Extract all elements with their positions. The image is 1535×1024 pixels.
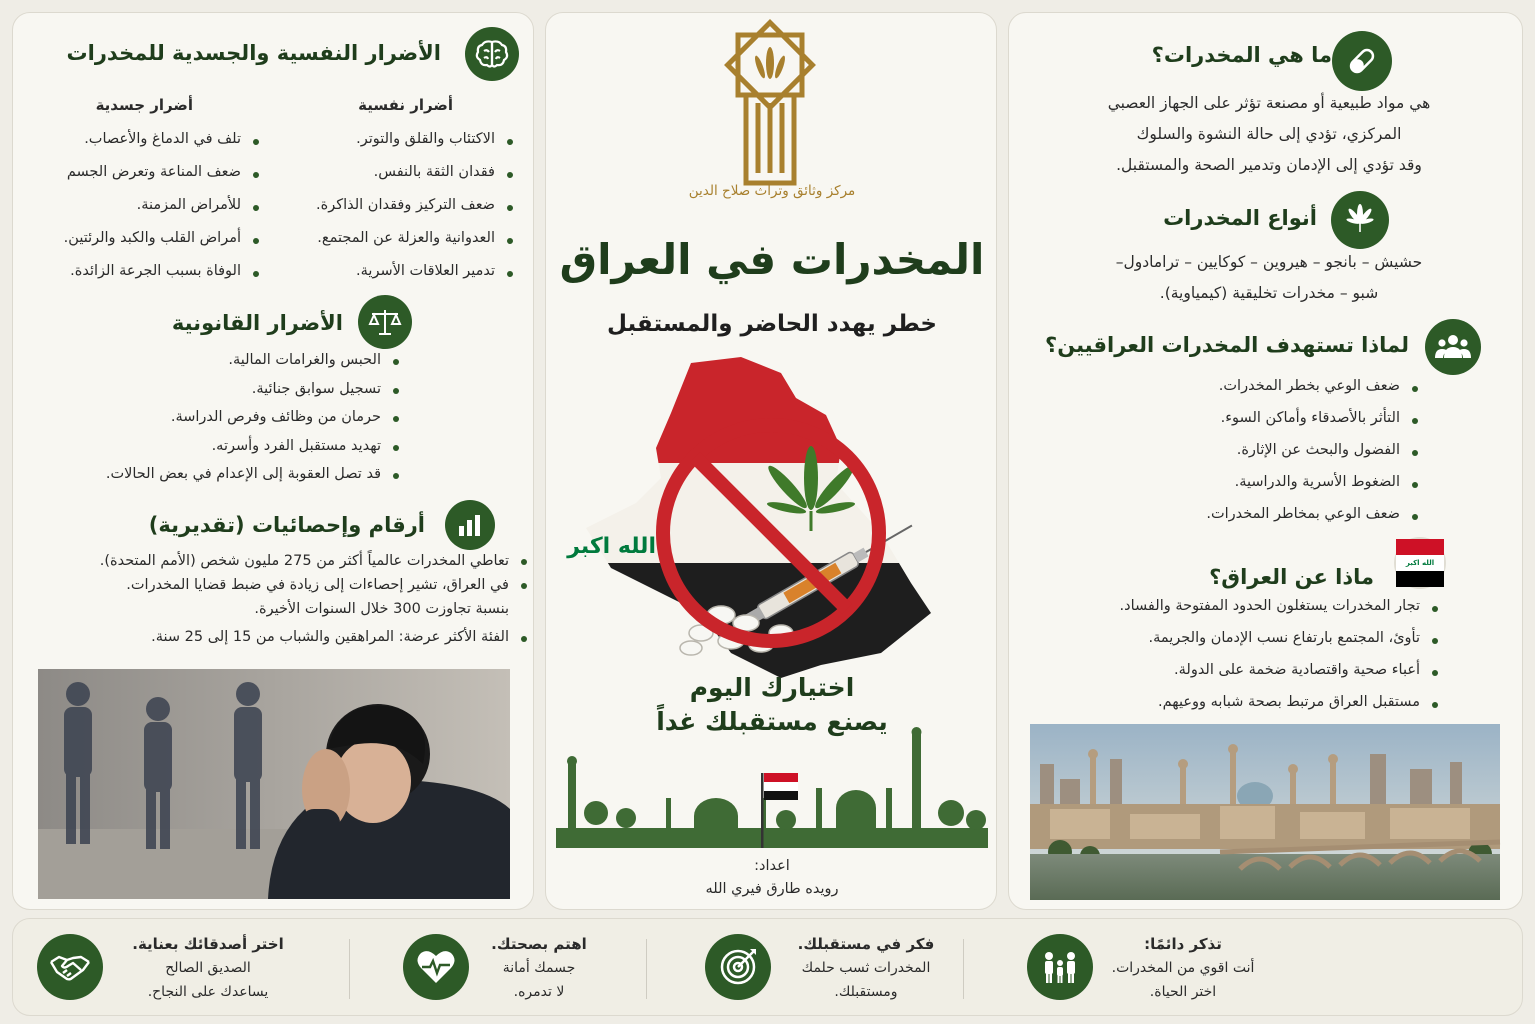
what-are-drugs-title: ما هي المخدرات؟ xyxy=(1151,43,1332,67)
pill-icon xyxy=(1332,31,1392,91)
tip-line: المخدرات ثسب حلمك xyxy=(801,960,931,976)
list-item: أعباء صحية واقتصادية ضخمة على الدولة. xyxy=(1120,657,1442,689)
list-item: تهديد مستقبل الفرد وأسرته. xyxy=(106,434,403,463)
bottom-tips-bar xyxy=(12,918,1523,1016)
list-item: الوفاة بسبب الجرعة الزائدة. xyxy=(64,257,263,290)
list-item: تأوئ، المجتمع بارتفاع نسب الإدمان والجريمة. xyxy=(1120,625,1442,657)
psych-harms-list xyxy=(316,125,517,290)
family-icon xyxy=(1027,934,1093,1000)
cannabis-leaf-icon xyxy=(1331,191,1389,249)
brain-icon xyxy=(465,27,519,81)
prepared-by-label: اعداد: xyxy=(754,858,790,874)
center-logo xyxy=(716,23,824,188)
heart-pulse-icon xyxy=(403,934,469,1000)
legal-harms-title: الأضرار القانونية xyxy=(171,311,343,335)
list-item: تلف في الدماغ والأعصاب. xyxy=(64,125,263,158)
tip-line: يساعدك على النجاح. xyxy=(147,984,269,1000)
harms-title: الأضرار النفسية والجسدية للمخدرات xyxy=(66,41,441,65)
why-target-title: لماذا تستهدف المخدرات العراقيين؟ xyxy=(1045,333,1409,357)
iraq-flag-icon xyxy=(1394,537,1446,589)
text-line: هي مواد طبيعية أو مصنعة تؤثر على الجهاز العصبي xyxy=(1107,94,1431,112)
list-item: الضغوط الأسرية والدراسية. xyxy=(1206,469,1422,501)
list-item: الحبس والغرامات المالية. xyxy=(106,348,403,377)
list-item: للأمراض المزمنة. xyxy=(64,191,263,224)
panel-harms xyxy=(12,12,534,910)
list-item-continuation: بنسبة تجاوزت 300 خلال السنوات الأخيرة. xyxy=(254,601,509,617)
list-item: حرمان من وظائف وفرص الدراسة. xyxy=(106,405,403,434)
list-item: تعاطي المخدرات عالمياً أكثر من 275 مليون شخص (الأمم المتحدة). xyxy=(100,550,531,574)
list-item: قد تصل العقوبة إلى الإعدام في بعض الحالات. xyxy=(106,462,403,491)
psych-harms-title: أضرار نفسية xyxy=(358,96,453,114)
map-takbir-text: الله اكبر xyxy=(567,534,656,559)
page-subtitle: خطر يهدد الحاضر والمستقبل xyxy=(607,311,937,337)
iraq-skyline-illustration xyxy=(556,728,988,848)
list-item: أمراض القلب والكبد والرئتين. xyxy=(64,224,263,257)
page-title: المخدرات في العراق xyxy=(559,235,985,284)
tip-line: لا تدمره. xyxy=(513,984,565,1000)
flag-takbir-text: الله اكبر xyxy=(1396,555,1444,571)
divider xyxy=(646,939,647,999)
baghdad-city-photo xyxy=(1030,724,1500,900)
tip-title: فكر في مستقبلك. xyxy=(797,935,935,953)
tip-line: اختر الحياة. xyxy=(1149,984,1217,1000)
legal-harms-list xyxy=(106,348,403,491)
divider xyxy=(349,939,350,999)
tip-line: الصديق الصالح xyxy=(165,960,251,976)
tip-title: اختر أصدقائك بعناية. xyxy=(132,935,284,953)
drug-types-title: أنواع المخدرات xyxy=(1163,206,1317,230)
tip-future xyxy=(781,932,951,1004)
list-item: ضعف التركيز وفقدان الذاكرة. xyxy=(316,191,517,224)
tip-line: أنت اقوي من المخدرات. xyxy=(1111,960,1255,976)
list-item: الفضول والبحث عن الإثارة. xyxy=(1206,437,1422,469)
list-item: ضعف الوعي بمخاطر المخدرات. xyxy=(1206,501,1422,533)
text-line: وقد تؤدي إلى الإدمان وتدمير الصحة والمستقبل. xyxy=(1116,156,1422,174)
tip-remember xyxy=(1103,932,1263,1004)
drug-types-text xyxy=(1049,247,1489,309)
stressed-teen-photo xyxy=(38,669,510,899)
list-item: فقدان الثقة بالنفس. xyxy=(316,158,517,191)
list-item: ضعف المناعة وتعرض الجسم xyxy=(64,158,263,191)
about-iraq-list xyxy=(1120,593,1442,721)
tip-friends xyxy=(113,932,303,1004)
author-name: رويده طارق فيري الله xyxy=(705,881,839,897)
text-line: المركزي، تؤدي إلى حالة النشوة والسلوك xyxy=(1136,125,1402,143)
slogan-line-2: يصنع مستقبلك غداً xyxy=(656,707,888,736)
list-item: تدمير العلاقات الأسرية. xyxy=(316,257,517,290)
text-line: حشيش – بانجو – هيروين – كوكايين – ترامادول– xyxy=(1115,253,1423,271)
text-line: شبو – مخدرات تخليقية (كيمياوية). xyxy=(1159,284,1379,302)
list-item: في العراق، تشير إحصاءات إلى زيادة في ضبط قضايا المخدرات. xyxy=(100,574,531,598)
list-item: الفئة الأكثر عرضة: المراهقين والشباب من 15 إلى 25 سنة. xyxy=(100,626,531,652)
stats-title: أرقام وإحصائيات (تقديرية) xyxy=(148,513,425,537)
tip-line: جسمك أمانة xyxy=(502,960,576,976)
tip-health xyxy=(479,932,599,1004)
people-group-icon xyxy=(1425,319,1481,375)
physical-harms-list xyxy=(64,125,263,290)
panel-campaign-poster xyxy=(545,12,997,910)
target-icon xyxy=(705,934,771,1000)
bar-chart-icon xyxy=(445,500,495,550)
logo-caption: مركز وثائق وتراث صلاح الدين xyxy=(688,183,856,199)
divider xyxy=(963,939,964,999)
physical-harms-title: أضرار جسدية xyxy=(95,96,193,114)
stats-list xyxy=(100,550,531,652)
scales-icon xyxy=(358,295,412,349)
why-target-list xyxy=(1206,373,1422,533)
iraq-map-illustration xyxy=(567,353,971,683)
tip-line: ومستقبلك. xyxy=(834,984,898,1000)
tip-title: اهتم بصحتك. xyxy=(491,935,587,953)
list-item: تجار المخدرات يستغلون الحدود المفتوحة والفساد. xyxy=(1120,593,1442,625)
what-are-drugs-text xyxy=(1049,88,1489,181)
list-item: الاكتئاب والقلق والتوتر. xyxy=(316,125,517,158)
list-item: مستقبل العراق مرتبط بصحة شبابه ووعيهم. xyxy=(1120,689,1442,721)
slogan-line-1: اختيارك اليوم xyxy=(689,673,855,702)
list-item: التأثر بالأصدقاء وأماكن السوء. xyxy=(1206,405,1422,437)
list-item: العدوانية والعزلة عن المجتمع. xyxy=(316,224,517,257)
panel-drugs-info xyxy=(1008,12,1523,910)
handshake-icon xyxy=(37,934,103,1000)
tip-title: تذكر دائمًا: xyxy=(1144,935,1222,953)
list-item: تسجيل سوابق جنائية. xyxy=(106,377,403,406)
list-item: ضعف الوعي بخطر المخدرات. xyxy=(1206,373,1422,405)
about-iraq-title: ماذا عن العراق؟ xyxy=(1209,565,1374,589)
